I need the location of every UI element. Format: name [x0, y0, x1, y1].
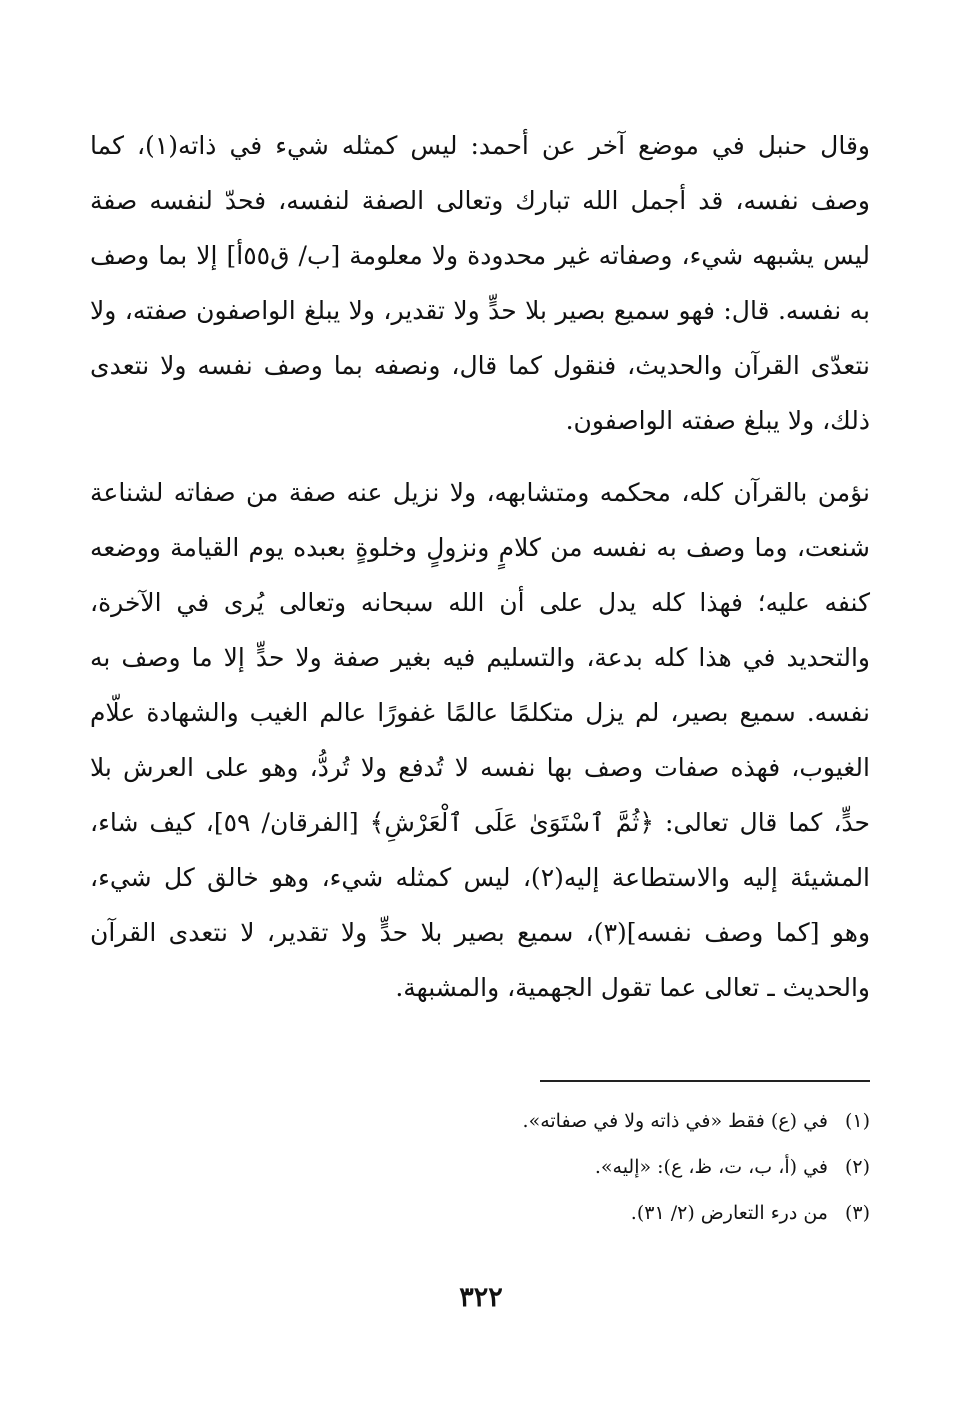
- paragraph-1: وقال حنبل في موضع آخر عن أحمد: ليس كمثله شيء في ذاته(١)، كما وصف نفسه، قد أجمل الله تبارك وتعالى الصفة لنفسه، فحدّ لنفسه صفة ليس يشبهه شيء، وصفاته غير محدودة ولا معلومة [ب/ ق٥٥أ] إلا بما وصف به نفسه. قال: فهو سميع بصير بلا حدٍّ ولا تقدير، ولا يبلغ الواصفون صفته، ولا نتعدّى القرآن والحديث، فنقول كما قال، ونصفه بما وصف نفسه ولا نتعدى ذلك، ولا يبلغ صفته الواصفون.: [90, 131, 870, 435]
- footnote-separator: [540, 1080, 870, 1082]
- footnote-1: [170, 1098, 870, 1144]
- page-number: ٣٢٢: [459, 1282, 503, 1313]
- footnote-number: (٢): [844, 1156, 870, 1178]
- footnote-2: [170, 1144, 870, 1190]
- footnote-3: [170, 1190, 870, 1236]
- main-text: [90, 118, 870, 1015]
- footnote-text: في (ع) فقط «في ذاته ولا في صفاته».: [522, 1110, 828, 1132]
- paragraph-2: نؤمن بالقرآن كله، محكمه ومتشابهه، ولا نزيل عنه صفة من صفاته لشناعة شنعت، وما وصف به نفسه من كلامٍ ونزولٍ وخلوةٍ بعبده يوم القيامة ووضعه كنفه عليه؛ فهذا كله يدل على أن الله سبحانه وتعالى يُرى في الآخرة، والتحديد في هذا كله بدعة، والتسليم فيه بغير صفة ولا حدٍّ إلا ما وصف به نفسه. سميع بصير، لم يزل متكلمًا عالمًا غفورًا عالم الغيب والشهادة علّام الغيوب، فهذه صفات وصف بها نفسه لا تُدفع ولا تُردُّ، وهو على العرش بلا حدٍّ، كما قال تعالى: ﴿ثُمَّ ٱسْتَوَىٰ عَلَى ٱلْعَرْشِ﴾ [الفرقان/ ٥٩]، كيف شاء، المشيئة إليه والاستطاعة إليه(٢)، ليس كمثله شيء، وهو خالق كل شيء، وهو [كما وصف نفسه](٣)، سميع بصير بلا حدٍّ ولا تقدير، لا نتعدى القرآن والحديث ـ تعالى عما تقول الجهمية، والمشبهة.: [90, 478, 871, 1002]
- footnotes: [170, 1098, 870, 1236]
- footnote-number: (٣): [844, 1202, 870, 1224]
- footnote-text: من درء التعارض (٢/ ٣١).: [630, 1202, 828, 1224]
- footnote-text: في (أ، ب، ت، ظ، ع): «إليه».: [594, 1156, 828, 1178]
- footnote-number: (١): [844, 1110, 870, 1132]
